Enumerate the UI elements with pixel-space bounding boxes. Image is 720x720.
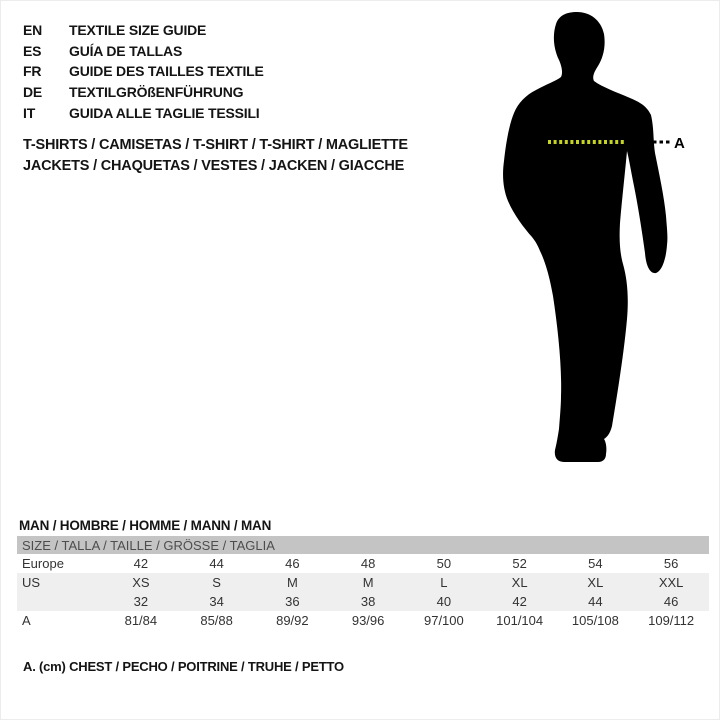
table-cell: M [330,573,406,592]
product-line-jackets: JACKETS / CHAQUETAS / VESTES / JACKEN / GIACCHE [23,158,405,174]
language-title: TEXTILGRÖßENFÜHRUNG [69,84,244,101]
table-cell: M [255,573,331,592]
table-row-europe [17,554,709,573]
row-label [17,592,103,611]
table-cell: 89/92 [255,611,331,630]
language-row-es [23,41,264,62]
language-row-de [23,82,264,103]
table-cell: 97/100 [406,611,482,630]
table-cell: 42 [482,592,558,611]
table-cell: XXL [633,573,709,592]
table-cell: S [179,573,255,592]
product-line-tshirts: T-SHIRTS / CAMISETAS / T-SHIRT / T-SHIRT / MAGLIETTE [23,137,408,153]
table-row-us [17,573,709,592]
table-cell: 105/108 [558,611,634,630]
language-row-it [23,102,264,123]
table-cell: 32 [103,592,179,611]
language-code: DE [23,84,43,101]
table-cell: 42 [103,554,179,573]
table-cell: XL [482,573,558,592]
section-title-man: MAN / HOMBRE / HOMME / MANN / MAN [19,518,272,533]
measurement-footnote: A. (cm) CHEST / PECHO / POITRINE / TRUHE / PETTO [23,659,344,674]
table-cell: 40 [406,592,482,611]
table-cell: XL [558,573,634,592]
language-title: GUIDA ALLE TAGLIE TESSILI [69,104,260,121]
table-cell: 36 [255,592,331,611]
table-cell: 81/84 [103,611,179,630]
table-cell: L [406,573,482,592]
table-cell: 52 [482,554,558,573]
language-code: EN [23,22,43,39]
table-cell: 109/112 [633,611,709,630]
product-category-list [23,135,408,177]
table-cell: 85/88 [179,611,255,630]
table-cell: 101/104 [482,611,558,630]
table-row-chest [17,611,709,630]
table-cell: 54 [558,554,634,573]
table-cell: 38 [330,592,406,611]
measure-label-a: A [674,135,685,152]
table-cell: 46 [633,592,709,611]
language-code: ES [23,42,42,59]
table-cell: 44 [558,592,634,611]
language-title: TEXTILE SIZE GUIDE [69,22,207,39]
table-cell: 44 [179,554,255,573]
table-cell: 48 [330,554,406,573]
table-cell: 56 [633,554,709,573]
row-label: A [17,611,103,630]
language-row-fr [23,61,264,82]
language-title-list [23,20,264,123]
size-table-header: SIZE / TALLA / TAILLE / GRÖSSE / TAGLIA [17,536,709,554]
row-label: US [17,573,103,592]
table-cell: 46 [255,554,331,573]
size-table [17,536,709,630]
table-cell: 34 [179,592,255,611]
language-title: GUÍA DE TALLAS [69,42,183,59]
size-guide-figure [489,6,693,496]
table-cell: XS [103,573,179,592]
table-cell: 50 [406,554,482,573]
language-title: GUIDE DES TAILLES TEXTILE [69,63,264,80]
row-label: Europe [17,554,103,573]
language-row-en [23,20,264,41]
man-silhouette [503,12,667,462]
language-code: FR [23,63,42,80]
size-table-header-row [17,536,709,554]
table-cell: 93/96 [330,611,406,630]
language-code: IT [23,104,36,121]
table-row-us-numeric [17,592,709,611]
